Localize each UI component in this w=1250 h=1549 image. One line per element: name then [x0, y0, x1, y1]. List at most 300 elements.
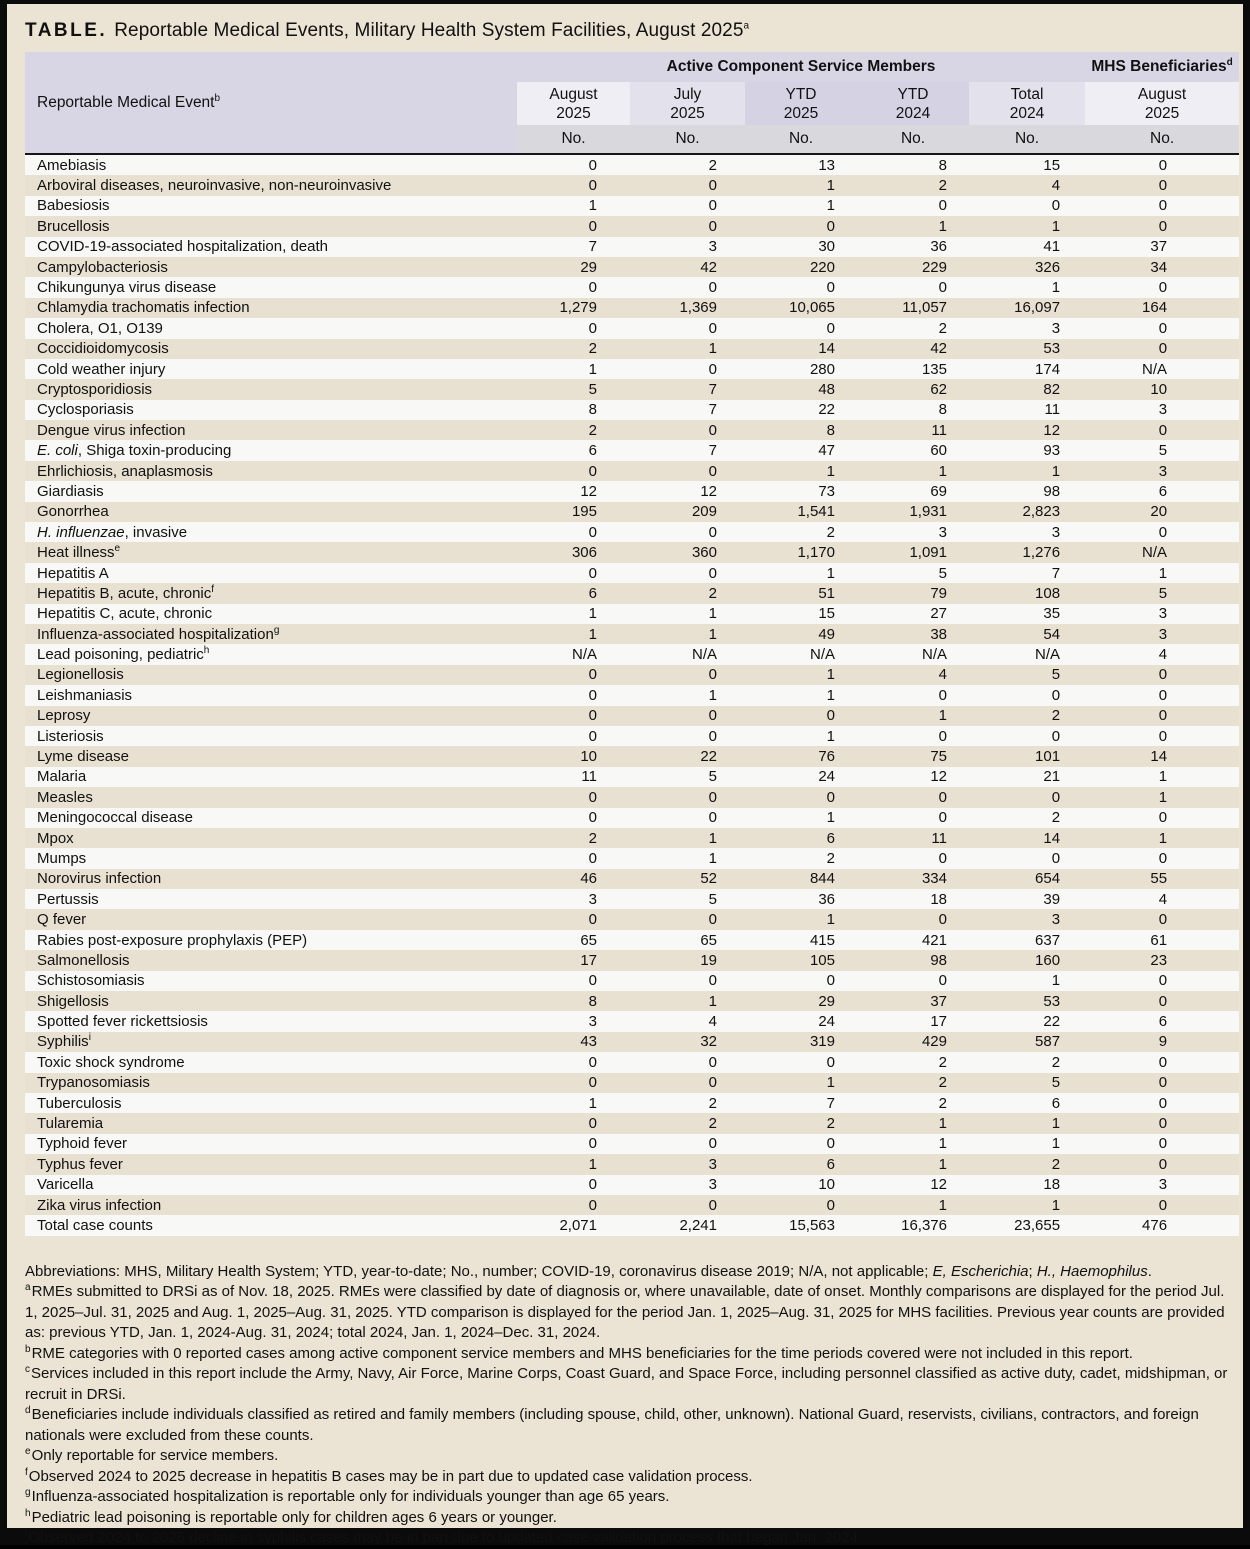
unit-header-acsm-july-2025: No. [630, 125, 745, 154]
cell-value: 29 [818, 992, 835, 1010]
cell-value: 2,071 [559, 1217, 597, 1234]
cell-value: 2 [938, 177, 947, 195]
table-row [25, 1052, 1239, 1072]
cell-value: 1 [708, 992, 717, 1010]
cell-value: 0 [588, 156, 597, 174]
cell-value: 0 [1158, 156, 1168, 174]
cell-value: 17 [930, 1013, 947, 1031]
cell-value: 0 [1158, 849, 1168, 867]
cell-value: 0 [826, 1135, 835, 1153]
cell-value: 0 [588, 1176, 597, 1194]
cell-value: 3 [1158, 1176, 1168, 1194]
cell-value: 0 [708, 1074, 717, 1092]
cell-value: 75 [930, 748, 947, 766]
cell-value: 4 [708, 1013, 717, 1031]
cell-value: N/A [809, 646, 835, 664]
row-label: Norovirus infection [37, 870, 162, 888]
row-label: Rabies post-exposure prophylaxis (PEP) [37, 931, 308, 949]
cell-value: 7 [588, 238, 597, 256]
cell-value: 174 [1035, 360, 1061, 378]
table-header [25, 52, 1239, 154]
cell-value: 2 [938, 1074, 947, 1092]
row-label: Babesiosis [37, 197, 110, 215]
cell-value: 7 [708, 442, 717, 460]
cell-value: 0 [826, 279, 835, 297]
cell-value: 82 [1043, 380, 1061, 398]
table-row [25, 379, 1239, 399]
cell-value: 7 [1051, 564, 1061, 582]
row-label: Cholera, O1, O139 [37, 319, 163, 337]
row-label: Q fever [37, 911, 87, 929]
cell-value: 0 [588, 911, 597, 929]
table-row [25, 1175, 1239, 1195]
cell-value: 1 [708, 340, 717, 358]
row-label: Amebiasis [37, 156, 107, 174]
cell-value: 6 [1051, 1094, 1061, 1112]
cell-value: 19 [700, 951, 717, 969]
table-row [25, 237, 1239, 257]
cell-value: 15,563 [789, 1217, 835, 1234]
column-header-mhs-august-2025: August 2025 [1085, 82, 1239, 125]
cell-value: 0 [938, 686, 947, 704]
table-row [25, 1215, 1239, 1235]
cell-value: N/A [1035, 646, 1061, 664]
row-label: Influenza-associated hospitalization$^g$ [37, 624, 280, 643]
cell-value: 0 [588, 177, 597, 195]
cell-value: 0 [708, 279, 717, 297]
cell-value: 0 [708, 319, 717, 337]
cell-value: 0 [588, 279, 597, 297]
cell-value: 0 [1158, 686, 1168, 704]
row-label: Hepatitis B, acute, chronic$^f$ [37, 583, 215, 602]
cell-value: 0 [1158, 279, 1168, 297]
cell-value: 6 [588, 584, 597, 602]
unit-header-mhs-august-2025: No. [1085, 125, 1239, 154]
cell-value: 3 [1051, 911, 1061, 929]
table-title-footnote-marker: a [743, 20, 750, 32]
cell-value: 14 [1043, 829, 1061, 847]
cell-value: 2 [1051, 809, 1061, 827]
cell-value: 10 [580, 748, 597, 766]
table-row [25, 726, 1239, 746]
table-row [25, 909, 1239, 929]
cell-value: 18 [1043, 1176, 1061, 1194]
page [7, 4, 1243, 1547]
row-label: Brucellosis [37, 217, 110, 235]
cell-value: 0 [588, 707, 597, 725]
cell-value: 0 [1158, 992, 1168, 1010]
column-header-acsm-total-2024: Total 2024 [969, 82, 1085, 125]
cell-value: 2 [1051, 1155, 1061, 1173]
cell-value: 1 [938, 1155, 947, 1173]
row-label: Cryptosporidiosis [37, 380, 153, 398]
cell-value: 0 [708, 972, 717, 990]
cell-value: 1,931 [909, 503, 947, 521]
row-label: Mpox [37, 829, 74, 847]
cell-value: 0 [826, 319, 835, 337]
row-label: Leishmaniasis [37, 686, 133, 704]
cell-value: 1 [826, 462, 835, 480]
cell-value: 0 [1158, 1053, 1168, 1071]
cell-value: 0 [1158, 727, 1168, 745]
cell-value: 0 [588, 1135, 597, 1153]
row-label: Tuberculosis [37, 1094, 122, 1112]
cell-value: 0 [708, 462, 717, 480]
table-row [25, 154, 1239, 175]
row-label: Total case counts [37, 1217, 153, 1234]
cell-value: 2 [938, 319, 947, 337]
cell-value: 220 [809, 258, 835, 276]
cell-value: 0 [1158, 319, 1168, 337]
cell-value: 1 [826, 197, 835, 215]
cell-value: 9 [1158, 1033, 1168, 1051]
cell-value: 1 [588, 360, 597, 378]
cell-value: 37 [930, 992, 947, 1010]
cell-value: 27 [930, 605, 947, 623]
row-label: Shigellosis [37, 992, 109, 1010]
cell-value: 195 [571, 503, 597, 521]
cell-value: 2,241 [679, 1217, 717, 1234]
table-row [25, 257, 1239, 277]
cell-value: 3 [588, 1013, 597, 1031]
cell-value: 0 [708, 217, 717, 235]
column-header-event [25, 52, 517, 154]
cell-value: 0 [938, 788, 947, 806]
unit-header-acsm-ytd-2024: No. [857, 125, 969, 154]
cell-value: 21 [1043, 768, 1061, 786]
cell-value: 12 [1043, 421, 1061, 439]
cell-value: 2 [588, 340, 597, 358]
row-label: Heat illness$^e$ [37, 543, 121, 562]
cell-value: 0 [1158, 707, 1168, 725]
cell-value: 0 [1051, 849, 1061, 867]
cell-value: 2 [588, 829, 597, 847]
row-label: Typhus fever [37, 1155, 123, 1173]
cell-value: 0 [1158, 177, 1168, 195]
cell-value: 0 [588, 788, 597, 806]
row-label: Leprosy [37, 707, 91, 725]
cell-value: 0 [1051, 727, 1061, 745]
cell-value: 73 [818, 482, 835, 500]
cell-value: 0 [1158, 523, 1168, 541]
cell-value: 0 [588, 319, 597, 337]
cell-value: 0 [1158, 666, 1168, 684]
cell-value: 1 [588, 605, 597, 623]
cell-value: N/A [921, 646, 947, 664]
cell-value: 0 [938, 727, 947, 745]
table-row [25, 808, 1239, 828]
footnote-b: $^b$RME categories with 0 reported cases among active component service members and MHS beneficiaries for the time periods covered were not included in this report. [25, 1343, 1133, 1362]
row-label: Hepatitis A [37, 564, 109, 582]
cell-value: 53 [1043, 340, 1061, 358]
table-row [25, 563, 1239, 583]
table-title [25, 20, 1232, 42]
cell-value: 12 [930, 768, 947, 786]
cell-value: 229 [921, 258, 947, 276]
cell-value: 3 [1051, 319, 1061, 337]
cell-value: 5 [1051, 1074, 1061, 1092]
row-label: Tularemia [37, 1115, 104, 1133]
cell-value: 0 [588, 217, 597, 235]
cell-value: 1 [708, 605, 717, 623]
cell-value: 1 [826, 686, 835, 704]
cell-value: 0 [1158, 1196, 1168, 1214]
cell-value: 1 [826, 666, 835, 684]
table-row [25, 971, 1239, 991]
cell-value: 1 [938, 217, 947, 235]
cell-value: 0 [1051, 788, 1061, 806]
cell-value: 0 [708, 421, 717, 439]
cell-value: 3 [708, 238, 717, 256]
cell-value: 0 [588, 686, 597, 704]
column-group-active-component [517, 52, 1085, 82]
cell-value: 360 [691, 544, 717, 562]
row-label: Schistosomiasis [37, 972, 145, 990]
cell-value: 319 [809, 1033, 835, 1051]
row-label: E. coli, Shiga toxin-producing [37, 442, 232, 460]
row-label: Chikungunya virus disease [37, 279, 217, 297]
cell-value: 41 [1043, 238, 1061, 256]
cell-value: 3 [1051, 523, 1061, 541]
cell-value: 5 [708, 768, 717, 786]
cell-value: 0 [1158, 972, 1168, 990]
cell-value: 101 [1035, 748, 1061, 766]
cell-value: 52 [700, 870, 717, 888]
cell-value: 0 [826, 1196, 835, 1214]
cell-value: 3 [1158, 462, 1168, 480]
cell-value: 11 [581, 768, 597, 786]
footnote-f: $^f$Observed 2024 to 2025 decrease in hepatitis B cases may be in part due to updated case validation process. [25, 1466, 753, 1485]
cell-value: 0 [588, 972, 597, 990]
cell-value: 5 [938, 564, 947, 582]
cell-value: 36 [818, 890, 835, 908]
table-row [25, 624, 1239, 644]
cell-value: 2 [826, 523, 835, 541]
column-group-mhs-label: MHS Beneficiaries [1091, 58, 1227, 75]
cell-value: 8 [588, 401, 597, 419]
cell-value: 43 [580, 1033, 597, 1051]
table-row [25, 522, 1239, 542]
cell-value: 1 [588, 625, 597, 643]
cell-value: 1 [826, 1074, 835, 1092]
row-label: Dengue virus infection [37, 421, 186, 439]
cell-value: 29 [580, 258, 597, 276]
cell-value: 76 [818, 748, 835, 766]
cell-value: 0 [708, 197, 717, 215]
cell-value: 105 [809, 951, 835, 969]
cell-value: 12 [700, 482, 717, 500]
cell-value: 61 [1150, 931, 1168, 949]
cell-value: 1 [588, 197, 597, 215]
row-label: Coccidioidomycosis [37, 340, 169, 358]
row-label: Zika virus infection [37, 1196, 162, 1214]
cell-value: 37 [1150, 238, 1168, 256]
cell-value: 1 [1051, 972, 1061, 990]
cell-value: 1 [708, 686, 717, 704]
cell-value: 10 [818, 1176, 835, 1194]
cell-value: 2,823 [1022, 503, 1061, 521]
table-row [25, 542, 1239, 562]
cell-value: 1 [826, 727, 835, 745]
cell-value: 54 [1043, 625, 1061, 643]
cell-value: 209 [691, 503, 717, 521]
cell-value: 0 [1158, 1074, 1168, 1092]
cell-value: 1 [1051, 217, 1061, 235]
column-group-mhs-beneficiaries [1085, 52, 1239, 82]
unit-header-acsm-august-2025: No. [517, 125, 630, 154]
cell-value: 0 [1158, 1155, 1168, 1173]
cell-value: 2 [708, 1094, 717, 1112]
cell-value: 11,057 [902, 299, 947, 317]
cell-value: 4 [1051, 177, 1061, 195]
cell-value: 0 [588, 666, 597, 684]
cell-value: 0 [708, 177, 717, 195]
table-title-text: Reportable Medical Events, Military Health System Facilities, August 2025 [114, 20, 744, 41]
cell-value: 11 [931, 421, 947, 439]
cell-value: 4 [1158, 646, 1168, 664]
table-row [25, 277, 1239, 297]
cell-value: 1,279 [559, 299, 597, 317]
cell-value: 79 [930, 584, 947, 602]
cell-value: 5 [1158, 584, 1168, 602]
footnote-c: $^c$Services included in this report include the Army, Navy, Air Force, Marine Corps, Coast Guard, and Space Force, including personnel classified as active duty, cadet, midshipman, or recruit in DRSi. [25, 1364, 1228, 1403]
footnote-d: $^d$Beneficiaries include individuals classified as retired and family members (including spouse, child, other, unknown). National Guard, reservists, civilians, contractors, and foreign nationals were excluded from these counts. [25, 1405, 1199, 1444]
column-group-mhs-footnote-marker: d [1226, 56, 1233, 68]
table-row [25, 175, 1239, 195]
cell-value: 1 [1051, 1115, 1061, 1133]
cell-value: 47 [818, 442, 835, 460]
cell-value: 55 [1150, 870, 1168, 888]
row-label: Lyme disease [37, 748, 129, 766]
table-row [25, 746, 1239, 766]
row-label: Spotted fever rickettsiosis [37, 1013, 208, 1031]
row-label: Cyclosporiasis [37, 401, 134, 419]
cell-value: 0 [708, 1053, 717, 1071]
table-row [25, 440, 1239, 460]
table-row [25, 1113, 1239, 1133]
footnote-h: $^h$Pediatric lead poisoning is reportable only for children ages 6 years or younger. [25, 1507, 557, 1526]
cell-value: 23,655 [1014, 1217, 1061, 1234]
table-row [25, 930, 1239, 950]
cell-value: 7 [708, 401, 717, 419]
table-row [25, 787, 1239, 807]
row-label: Listeriosis [37, 727, 104, 745]
cell-value: 51 [818, 584, 835, 602]
column-header-acsm-ytd-2024: YTD 2024 [857, 82, 969, 125]
cell-value: 46 [580, 870, 597, 888]
cell-value: 429 [921, 1033, 947, 1051]
cell-value: 0 [708, 707, 717, 725]
cell-value: 1 [588, 1155, 597, 1173]
cell-value: 16,097 [1014, 299, 1061, 317]
cell-value: 53 [1043, 992, 1061, 1010]
cell-value: 0 [588, 523, 597, 541]
cell-value: 1 [1158, 768, 1168, 786]
cell-value: 3 [588, 890, 597, 908]
row-label: Gonorrhea [37, 503, 109, 521]
cell-value: 0 [708, 809, 717, 827]
cell-value: 0 [1158, 1115, 1168, 1133]
table-row [25, 298, 1239, 318]
cell-value: 1 [826, 564, 835, 582]
cell-value: 0 [938, 849, 947, 867]
cell-value: 1,276 [1022, 544, 1061, 562]
cell-value: 0 [588, 564, 597, 582]
cell-value: 0 [938, 197, 947, 215]
cell-value: 164 [1142, 299, 1168, 317]
table-row [25, 359, 1239, 379]
cell-value: 38 [930, 625, 947, 643]
cell-value: 98 [1043, 482, 1061, 500]
cell-value: 20 [1150, 503, 1168, 521]
cell-value: 12 [930, 1176, 947, 1194]
cell-value: 39 [1043, 890, 1061, 908]
cell-value: 1,091 [909, 544, 947, 562]
cell-value: 421 [921, 931, 947, 949]
cell-value: 10 [1150, 380, 1168, 398]
cell-value: 0 [826, 972, 835, 990]
table-row [25, 991, 1239, 1011]
cell-value: 1 [1158, 788, 1168, 806]
cell-value: 1 [1051, 462, 1061, 480]
cell-value: 65 [700, 931, 717, 949]
cell-value: 0 [588, 1074, 597, 1092]
cell-value: 1 [708, 625, 717, 643]
cell-value: 160 [1035, 951, 1061, 969]
cell-value: 60 [930, 442, 947, 460]
cell-value: 1 [1051, 279, 1061, 297]
table-row [25, 828, 1239, 848]
cell-value: 22 [1043, 1013, 1061, 1031]
cell-value: 98 [930, 951, 947, 969]
column-header-event-label: Reportable Medical Event [37, 93, 215, 111]
cell-value: 0 [708, 564, 717, 582]
table-row [25, 685, 1239, 705]
cell-value: 1 [938, 1135, 947, 1153]
cell-value: 0 [708, 360, 717, 378]
cell-value: 306 [571, 544, 597, 562]
column-header-acsm-july-2025: July 2025 [630, 82, 745, 125]
rme-table [25, 52, 1239, 1236]
column-header-event-footnote-marker: b [214, 92, 221, 104]
footnote-a: $^a$RMEs submitted to DRSi as of Nov. 18, 2025. RMEs were classified by date of diagnosis or, where unavailable, date of onset. Monthly comparisons are displayed for the period Jul. 1, 2025–Jul. 31, 2025 and Aug. 1, 2025–Aug. 31, 2025. YTD comparison is displayed for the period Jan. 1, 2025–Aug. 31, 2025 for MHS facilities. Previous year counts are provided as: previous YTD, Jan. 1, 2024-Aug. 31, 2024; total 2024, Jan. 1, 2024–Dec. 31, 2024. [25, 1282, 1225, 1342]
cell-value: 5 [1051, 666, 1061, 684]
table-row [25, 502, 1239, 522]
table-row [25, 665, 1239, 685]
cell-value: 654 [1035, 870, 1061, 888]
cell-value: 36 [930, 238, 947, 256]
cell-value: 0 [826, 217, 835, 235]
row-label: Salmonellosis [37, 951, 130, 969]
column-group-active-component-label: Active Component Service Members [666, 58, 936, 75]
table-row [25, 216, 1239, 236]
unit-header-acsm-ytd-2025: No. [745, 125, 857, 154]
cell-value: 69 [930, 482, 947, 500]
cell-value: 34 [1150, 258, 1168, 276]
cell-value: 0 [1158, 217, 1168, 235]
table-row [25, 481, 1239, 501]
table-row [25, 583, 1239, 603]
cell-value: 14 [1150, 748, 1168, 766]
cell-value: N/A [571, 646, 597, 664]
row-label: Hepatitis C, acute, chronic [37, 605, 213, 623]
cell-value: 0 [1158, 197, 1168, 215]
cell-value: 2 [938, 1053, 947, 1071]
cell-value: 0 [588, 727, 597, 745]
cell-value: 1,170 [797, 544, 835, 562]
cell-value: 22 [818, 401, 835, 419]
cell-value: 12 [580, 482, 597, 500]
